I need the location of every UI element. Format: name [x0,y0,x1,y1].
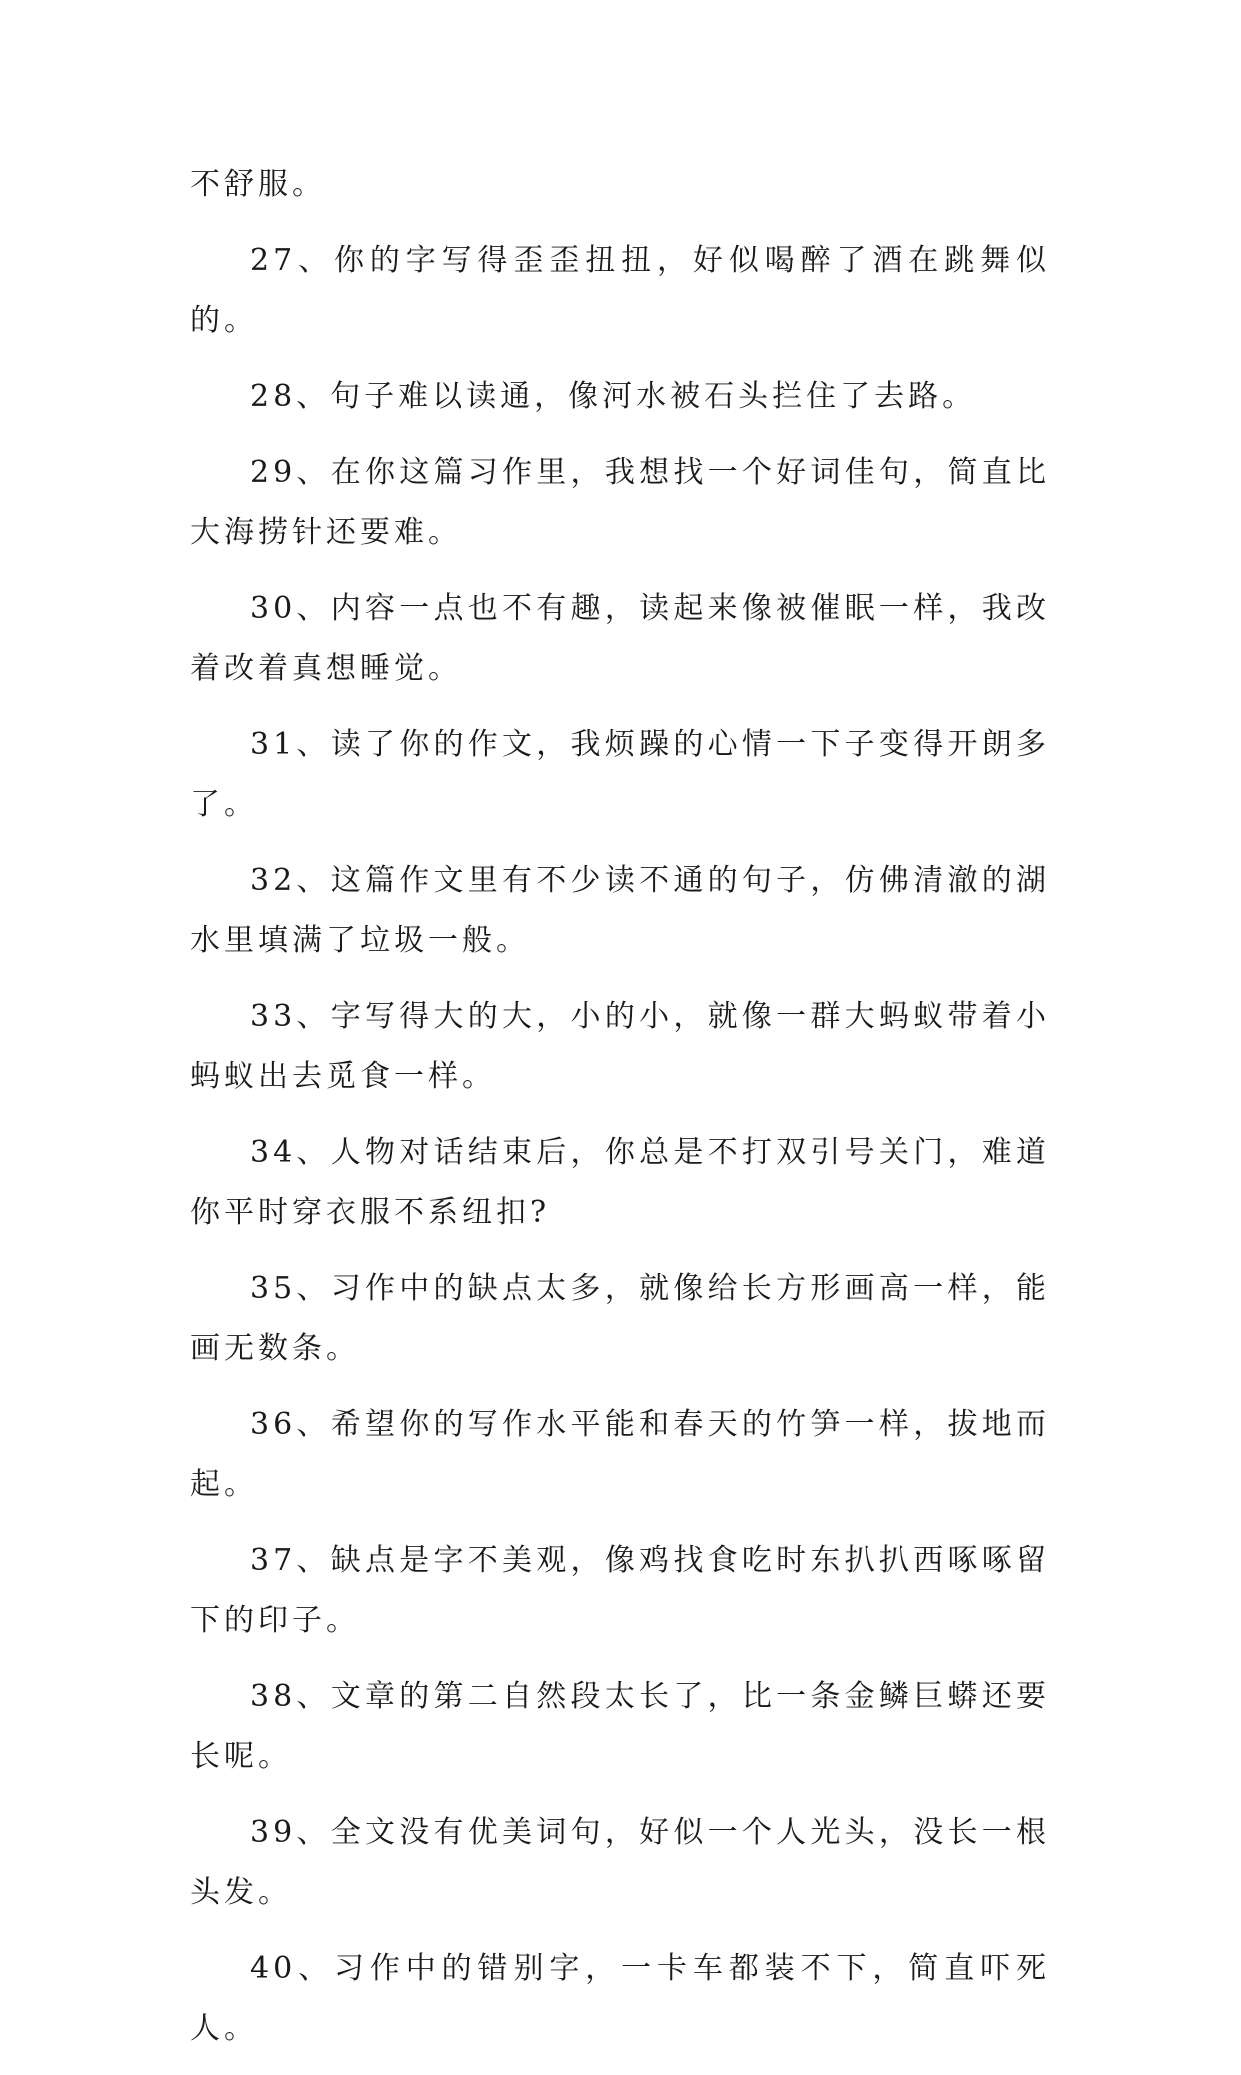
paragraph-28: 28、句子难以读通，像河水被石头拦住了去路。 [250,379,977,414]
paragraph-38: 38、文章的第二自然段太长了，比一条金鳞巨蟒还要长呢。 [190,1679,1050,1774]
paragraph-32: 32、这篇作文里有不少读不通的句子，仿佛清澈的湖水里填满了垃圾一般。 [190,863,1050,958]
paragraph-40: 40、习作中的错别字，一卡车都装不下，简直吓死人。 [190,1951,1050,2046]
paragraph-33: 33、字写得大的大，小的小，就像一群大蚂蚁带着小蚂蚁出去觅食一样。 [190,999,1050,1094]
paragraph-27: 27、你的字写得歪歪扭扭，好似喝醉了酒在跳舞似的。 [190,243,1050,338]
paragraph-37: 37、缺点是字不美观，像鸡找食吃时东扒扒西啄啄留下的印子。 [190,1543,1050,1638]
paragraph-31: 31、读了你的作文，我烦躁的心情一下子变得开朗多了。 [190,727,1050,822]
document-body [190,155,1050,2075]
paragraph-35: 35、习作中的缺点太多，就像给长方形画高一样，能画无数条。 [190,1271,1050,1366]
paragraph-36: 36、希望你的写作水平能和春天的竹笋一样，拔地而起。 [190,1407,1050,1502]
paragraph-29: 29、在你这篇习作里，我想找一个好词佳句，简直比大海捞针还要难。 [190,455,1050,550]
paragraph-continuation: 不舒服。 [190,167,326,202]
paragraph-34: 34、人物对话结束后，你总是不打双引号关门，难道你平时穿衣服不系纽扣? [190,1135,1050,1230]
paragraph-30: 30、内容一点也不有趣，读起来像被催眠一样，我改着改着真想睡觉。 [190,591,1050,686]
paragraph-39: 39、全文没有优美词句，好似一个人光头，没长一根头发。 [190,1815,1050,1910]
